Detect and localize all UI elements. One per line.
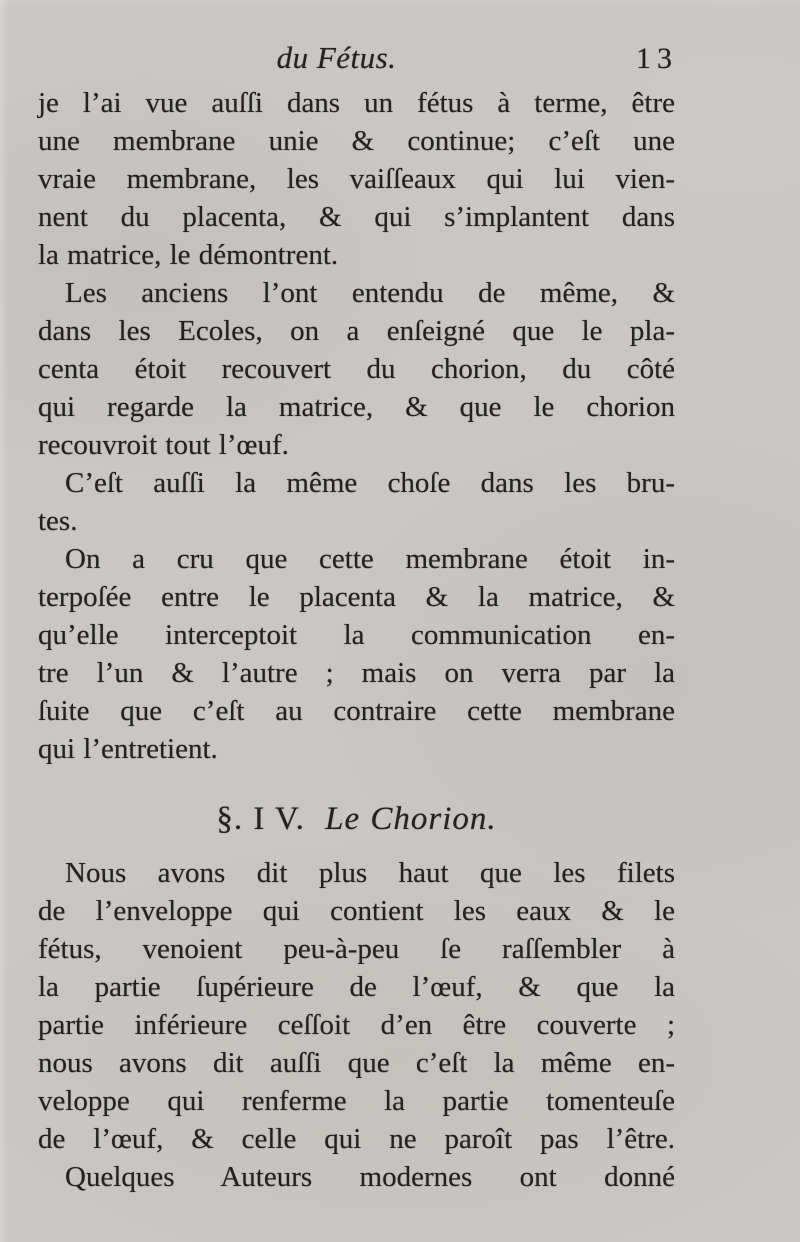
text-line: tes. [38, 505, 78, 537]
text-line: centa étoit recouvert du chorion, du côté [38, 353, 675, 385]
text-line: de l’œuf, & celle qui ne paroît pas l’être. [38, 1123, 675, 1155]
text-line: fétus, venoient peu-à-peu ſe raſſembler à [38, 933, 675, 965]
text-line: dans les Ecoles, on a enſeigné que le pla- [38, 315, 675, 347]
text-line: qui regarde la matrice, & que le chorion [38, 391, 675, 423]
text-line: Nous avons dit plus haut que les filets [65, 857, 675, 889]
text-line: qui l’entretient. [38, 733, 218, 765]
section-heading [38, 796, 675, 842]
text-line: nous avons dit auſſi que c’eſt la même en- [38, 1047, 675, 1079]
text-line: Quelques Auteurs modernes ont donné [65, 1161, 675, 1193]
text-line: recouvroit tout l’œuf. [38, 429, 289, 461]
text-line: qu’elle interceptoit la communication en- [38, 619, 675, 651]
section-heading-mark: §. I V. [216, 801, 305, 837]
text-line: terpoſée entre le placenta & la matrice, & [38, 581, 675, 613]
text-line: C’eſt auſſi la même choſe dans les bru- [65, 467, 675, 499]
text-line: vraie membrane, les vaiſſeaux qui lui vien- [38, 163, 675, 195]
text-line: On a cru que cette membrane étoit in- [65, 543, 675, 575]
text-line: partie inférieure ceſſoit d’en être couverte ; [38, 1009, 675, 1041]
text-line: Les anciens l’ont entendu de même, & [65, 277, 675, 309]
text-line: la partie ſupérieure de l’œuf, & que la [38, 971, 675, 1003]
running-header-title: du Fétus. [276, 40, 397, 75]
section-heading-title: Le Chorion. [325, 801, 497, 837]
paragraph-lines-after-heading [38, 854, 675, 1196]
text-line: je l’ai vue auſſi dans un fétus à terme, être [38, 87, 675, 119]
paragraph-lines-before-heading [38, 84, 675, 768]
text-line: ſuite que c’eſt au contraire cette membrane [38, 695, 675, 727]
page-number: 13 [636, 42, 678, 75]
text-line: de l’enveloppe qui contient les eaux & le [38, 895, 675, 927]
running-header [0, 0, 678, 80]
text-line: tre l’un & l’autre ; mais on verra par la [38, 657, 675, 689]
text-line: une membrane unie & continue; c’eſt une [38, 125, 675, 157]
body-text [38, 84, 675, 1196]
text-line: veloppe qui renferme la partie tomenteuſe [38, 1085, 675, 1117]
text-line: nent du placenta, & qui s’implantent dans [38, 201, 675, 233]
text-line: la matrice, le démontrent. [38, 239, 339, 271]
